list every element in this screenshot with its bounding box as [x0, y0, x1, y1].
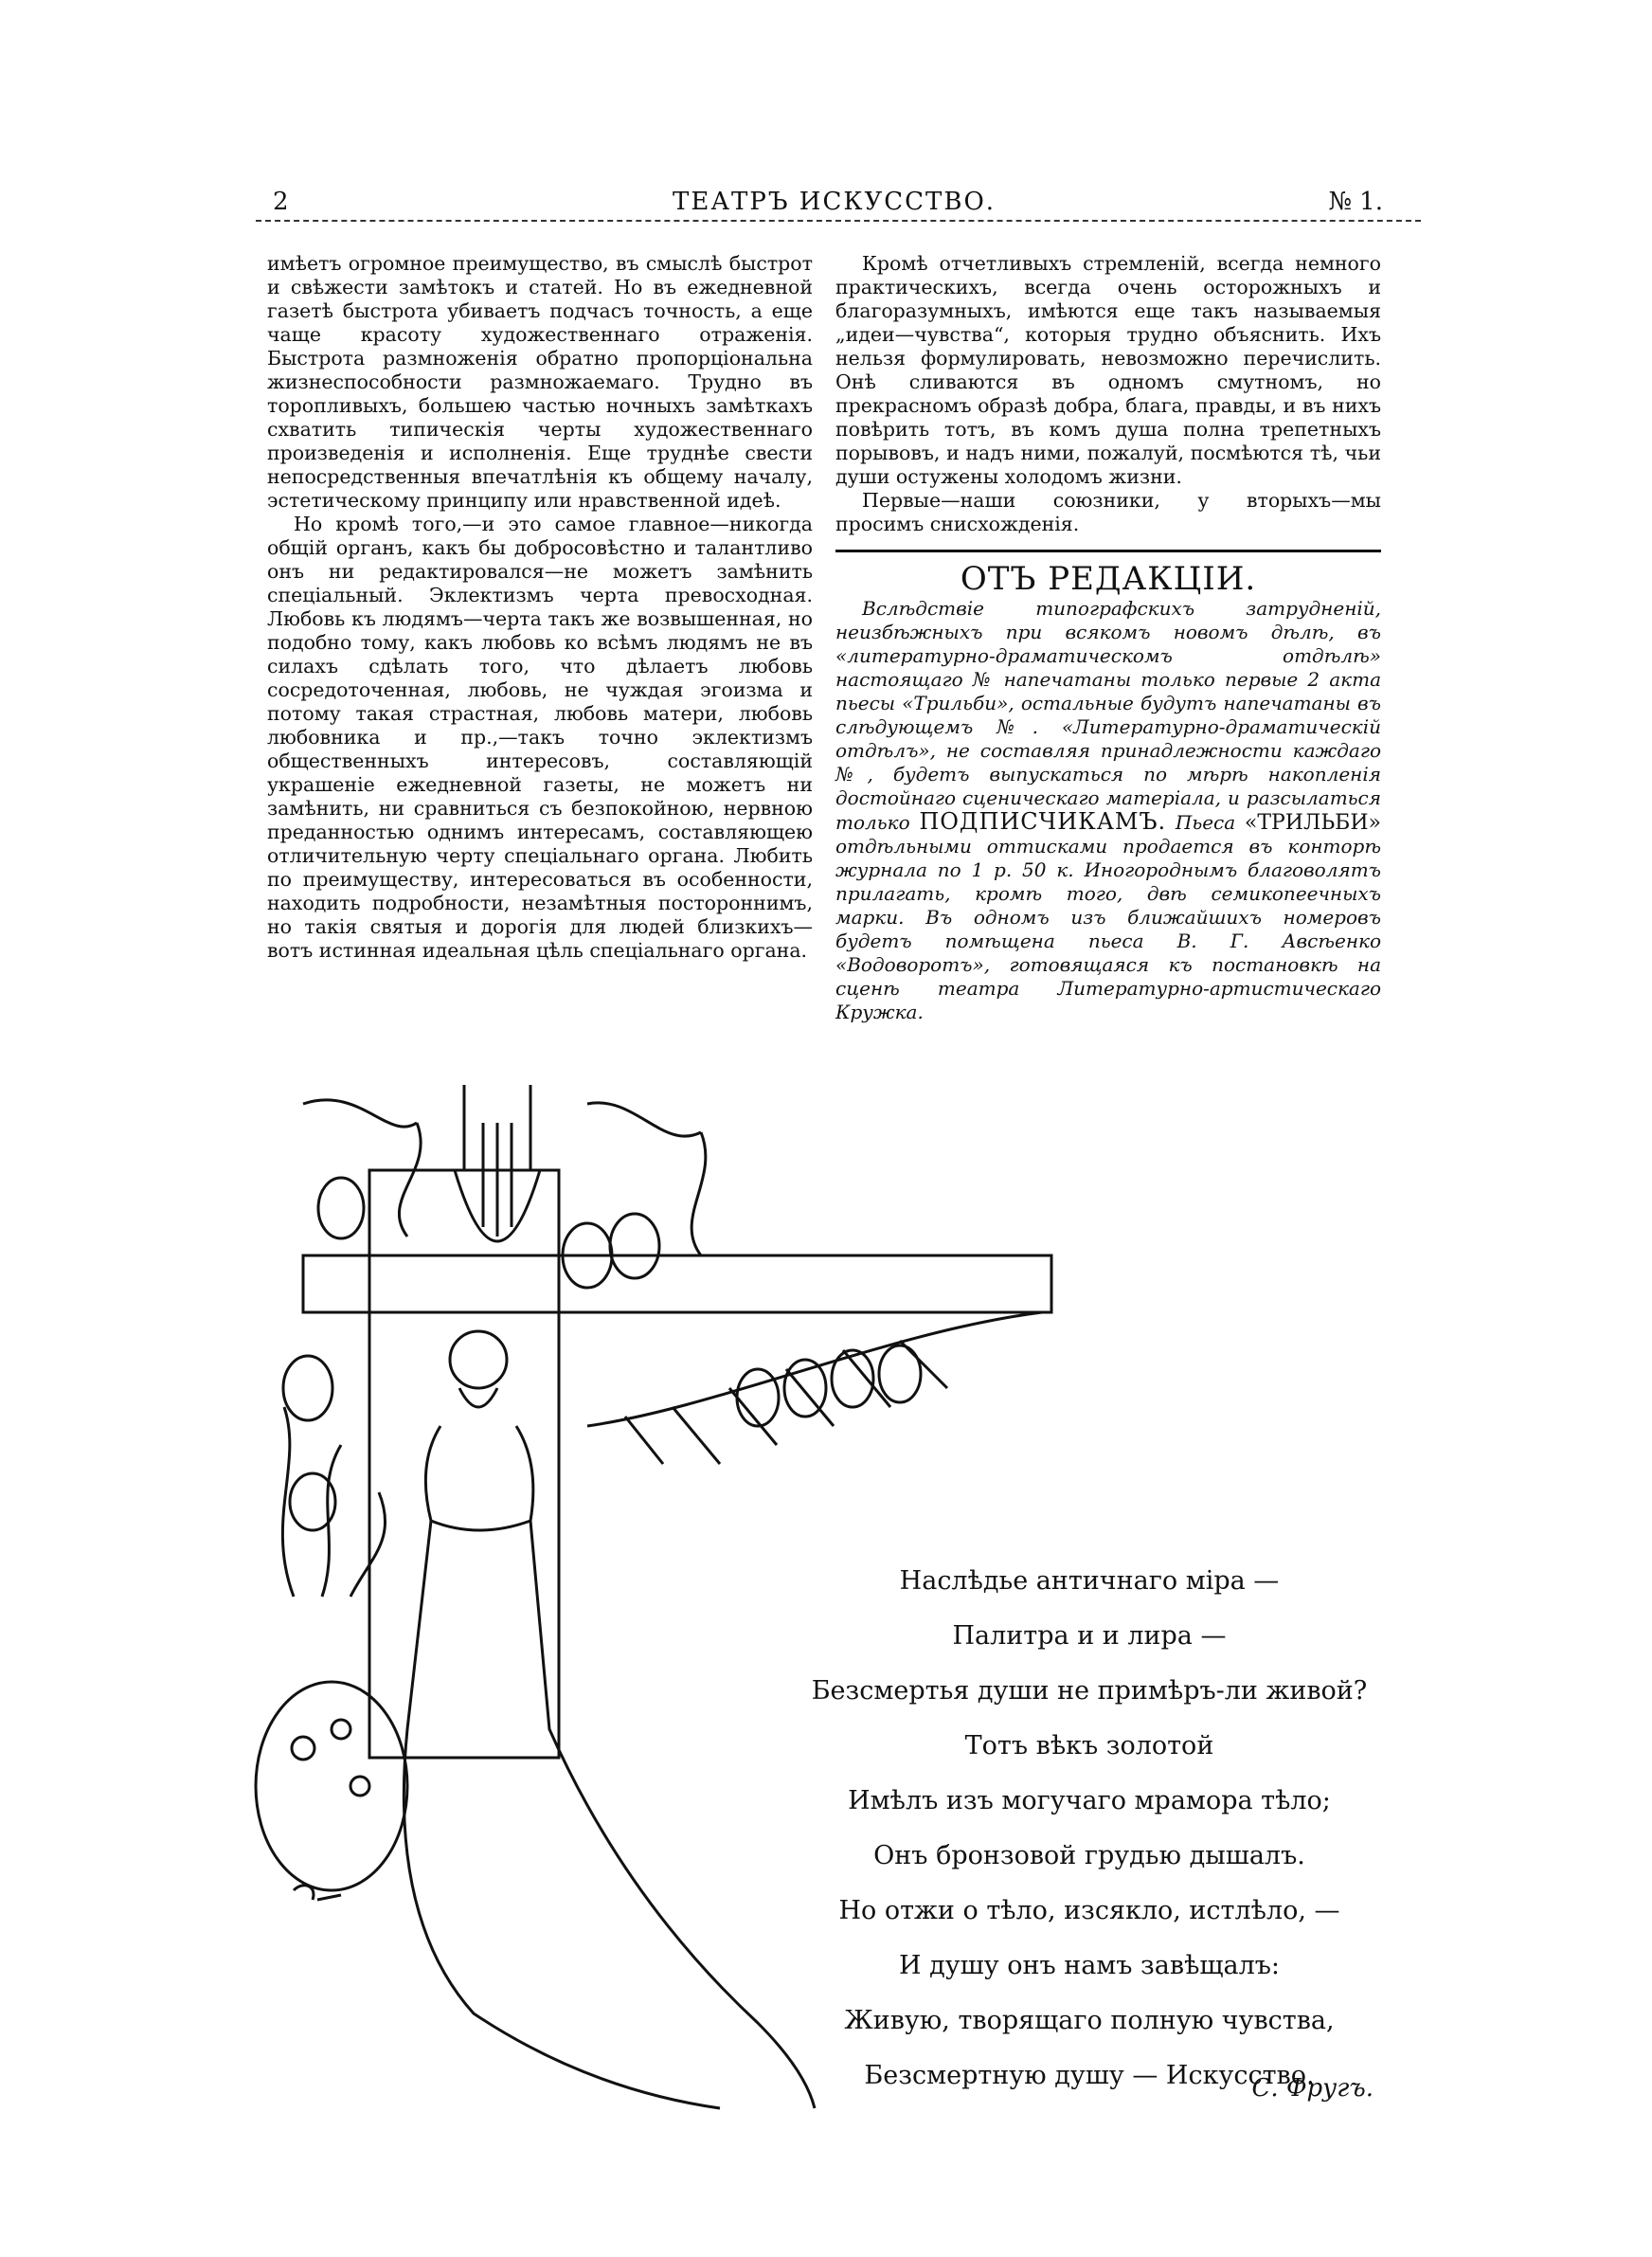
- journal-title: ТЕАТРЪ ИСКУССТВО.: [673, 188, 997, 216]
- poem-line: Но отжи о тѣло, изсякло, истлѣло, —: [838, 1896, 1340, 1925]
- poem-line: Наслѣдье античнаго міра —: [899, 1566, 1280, 1596]
- editorial-notice-title: ОТЪ РЕДАКЦІИ.: [960, 560, 1257, 598]
- poem-line: Безсмертья души не примѣръ-ли живой?: [811, 1676, 1368, 1706]
- page-header: [256, 188, 1421, 226]
- poem-line: Имѣлъ изъ могучаго мрамора тѣло;: [848, 1786, 1331, 1815]
- poem-line: Онъ бронзовой грудью дышалъ.: [873, 1841, 1305, 1870]
- editorial-notice-body: [835, 597, 1381, 1024]
- figure-gown-right: [516, 1426, 815, 2108]
- right-paragraph: Кромѣ отчетливыхъ стремленій, всегда немного практическихъ, всегда очень осторожныхъ и благоразумныхъ, имѣются еще такъ называемыя „идеи—чувства“, которыя трудно объяснить. Ихъ нельзя формулировать, невозможно перечислить. Онѣ сливаются въ одномъ смутномъ, но прекрасномъ образѣ добра, блага, правды, и въ нихъ повѣрить тотъ, въ комъ душа полна трепетныхъ порывовъ, и надъ ними, пожалуй, посмѣются тѣ, чьи души остужены холодомъ жизни.: [835, 252, 1381, 488]
- left-paragraph: имѣетъ огромное преимущество, въ смыслѣ быстрот и свѣжести замѣтокъ и статей. Но въ ежедневной газетѣ быстрота убиваетъ подчасъ точность, а еще чаще красоту художественнаго отраженія. Быстрота размноженія обратно пропорціональна жизнеспособности размножаемаго. Трудно въ торопливыхъ, большею частью ночныхъ замѣткахъ схватить типическія черты художественнаго произведенія и исполненія. Еще труднѣе свести непосредственныя впечатлѣнія къ общему началу, эстетическому принципу или нравственной идеѣ.: [267, 252, 813, 512]
- right-column: [835, 252, 1381, 1024]
- header-rule: [256, 220, 1421, 222]
- page-number: 2: [273, 188, 289, 216]
- notice-play-title: «ТРИЛЬБИ»: [1244, 811, 1381, 835]
- palette: [256, 1682, 407, 1890]
- poem-author: С. Фругъ.: [1251, 2074, 1374, 2103]
- notice-subscribers: ПОДПИСЧИКАМЪ.: [919, 808, 1167, 835]
- right-paragraph: Первые—наши союзники, у вторыхъ—мы просимъ снисхожденія.: [835, 489, 1381, 535]
- notice-text: отдѣльными оттисками продается въ конторѣ журнала по 1 р. 50 к. Иногороднымъ благоволятъ прилагать, кромѣ того, двѣ семикопеечныхъ марки. Въ одномъ изъ ближайшихъ номеровъ будетъ помѣщена пьеса В. Г. Авсѣенко «Водоворотъ», готовящаяся къ постановкѣ на сценѣ театра Литературно-артистическаго Кружка.: [835, 835, 1381, 1023]
- poem-line: Тотъ вѣкъ золотой: [964, 1731, 1214, 1760]
- poem-line: Безсмертную душу — Искусство.: [864, 2061, 1315, 2090]
- figure-head: [450, 1331, 507, 1388]
- poem-line: Живую, творящаго полную чувства,: [844, 2006, 1335, 2035]
- poem: [805, 1554, 1374, 2104]
- issue-number: № 1.: [1328, 188, 1383, 216]
- notice-text: Вслѣдствіе типографскихъ затрудненій, неизбѣжныхъ при всякомъ новомъ дѣлѣ, въ «литературно-драматическомъ отдѣлѣ» настоящаго № напечатаны только первые 2 акта пьесы «Трильби», остальные будутъ напечатаны въ слѣдующемъ №. «Литературно-драматическій отдѣлъ», не составляя принадлежности каждаго №, будетъ выпускаться по мѣрѣ накопленія достойнаго сценическаго матеріала, и разсылаться только: [835, 597, 1381, 834]
- banner-bar: [303, 1255, 1051, 1312]
- left-column: [267, 252, 813, 963]
- poem-line: Палитра и и лира —: [952, 1621, 1227, 1651]
- notice-text: Пьеса: [1166, 811, 1245, 834]
- left-paragraph: Но кромѣ того,—и это самое главное—никогда общій органъ, какъ бы добросовѣстно и талантливо онъ ни редактировался—не можетъ замѣнить спеціальный. Эклектизмъ черта превосходная. Любовь къ людямъ—черта такъ же возвышенная, но подобно тому, какъ любовь ко всѣмъ людямъ не въ силахъ сдѣлать того, что дѣлаетъ любовь сосредоточенная, любовь, не чуждая эгоизма и потому такая страстная, любовь матери, любовь любовника и пр.,—такъ точно эклектизмъ общественныхъ интересовъ, составляющій украшеніе ежедневной газеты, не можетъ ни замѣнить, ни сравниться съ безпокойною, нервною преданностью однимъ интересамъ, составляющею отличительную черту спеціальнаго органа. Любить по преимуществу, интересоваться въ особенности, находить подробности, незамѣтныя постороннимъ, но такія святыя и дорогія для людей близкихъ—вотъ истинная идеальная цѣль спеціальнаго органа.: [267, 513, 813, 962]
- poem-line: И душу онъ намъ завѣщалъ:: [898, 1951, 1280, 1980]
- section-divider: [835, 550, 1381, 552]
